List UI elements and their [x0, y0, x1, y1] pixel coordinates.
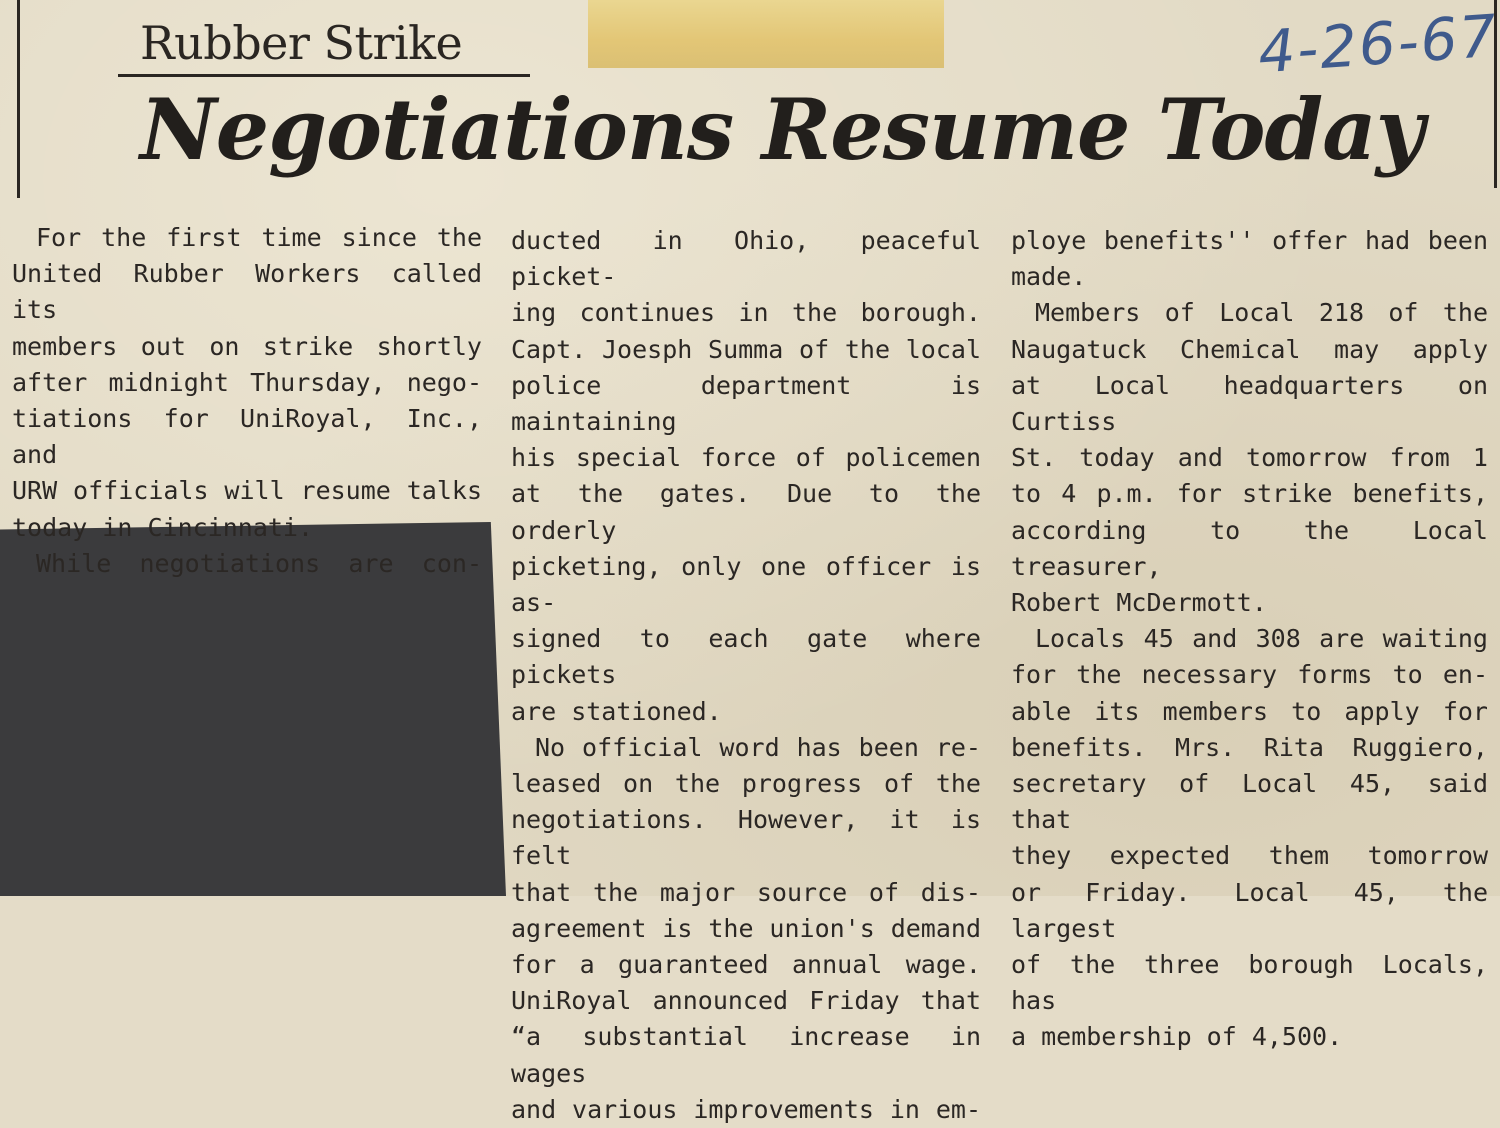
kicker-headline: Rubber Strike [140, 16, 463, 70]
article-line: after midnight Thursday, nego- [12, 367, 482, 397]
article-line: No official word has been re- [535, 732, 981, 762]
article-line: tiations for UniRoyal, Inc., and [12, 404, 482, 470]
article-line: ploye benefits'' offer had been [1011, 226, 1488, 255]
article-line: URW officials will resume talks [12, 476, 482, 506]
left-column-rule [17, 0, 20, 198]
article-line: For the first time since the [36, 223, 482, 252]
article-line: of the three borough Locals, has [1011, 950, 1488, 1016]
article-line: able its members to apply for [1011, 696, 1488, 726]
article-line: according to the Local treasurer, [1011, 515, 1488, 581]
kicker-underline [118, 74, 530, 77]
article-line: they expected them tomorrow [1011, 841, 1488, 871]
article-line: to 4 p.m. for strike benefits, [1011, 479, 1488, 509]
article-line: for the necessary forms to en- [1011, 660, 1488, 690]
article-line: today in Cincinnati. [12, 512, 314, 542]
article-line: at Local headquarters on Curtiss [1011, 370, 1488, 437]
article-line: at the gates. Due to the orderly [511, 479, 981, 545]
article-line: members out on strike shortly [12, 331, 482, 361]
article-line: While negotiations are con- [36, 548, 482, 578]
tape-strip [588, 0, 944, 68]
article-line: and various improvements in em- [511, 1094, 981, 1124]
article-line: signed to each gate where pickets [511, 624, 981, 690]
article-line: or Friday. Local 45, the largest [1011, 877, 1488, 943]
article-line: United Rubber Workers called its [12, 259, 482, 325]
article-line: his special force of policemen [511, 443, 981, 473]
article-line: Robert McDermott. [1011, 588, 1267, 618]
handwritten-date: 4-26-67 [1255, 1, 1500, 87]
article-line: Members of Local 218 of the [1035, 298, 1488, 328]
article-line: secretary of Local 45, said that [1011, 769, 1488, 835]
article-line: ducted in Ohio, peaceful picket- [511, 226, 981, 292]
article-line: a membership of 4,500. [1011, 1022, 1343, 1052]
article-line: “a substantial increase in wages [511, 1022, 981, 1088]
article-line: negotiations. However, it is felt [511, 805, 981, 871]
main-headline: Negotiations Resume Today [140, 80, 1424, 179]
article-line: UniRoyal announced Friday that [511, 986, 981, 1016]
article-line: that the major source of dis- [511, 877, 981, 907]
article-line: picketing, only one officer is as- [511, 551, 981, 618]
article-line: Locals 45 and 308 are waiting [1035, 624, 1488, 654]
article-line: for a guaranteed annual wage. [511, 950, 981, 980]
article-column-1 [12, 220, 482, 582]
article-line: ing continues in the borough. [511, 298, 981, 328]
article-line: benefits. Mrs. Rita Ruggiero, [1011, 732, 1488, 762]
article-line: Capt. Joesph Summa of the local [511, 334, 981, 364]
article-line: Naugatuck Chemical may apply [1011, 334, 1488, 364]
article-line: made. [1011, 262, 1087, 292]
article-line: St. today and tomorrow from 1 [1011, 443, 1488, 473]
article-line: are stationed. [511, 696, 722, 726]
article-line: leased on the progress of the [511, 769, 981, 799]
article-column-2 [511, 223, 981, 1128]
article-line: agreement is the union's demand [511, 913, 981, 943]
article-line: police department is maintaining [511, 370, 981, 437]
article-column-3 [1011, 223, 1488, 1056]
